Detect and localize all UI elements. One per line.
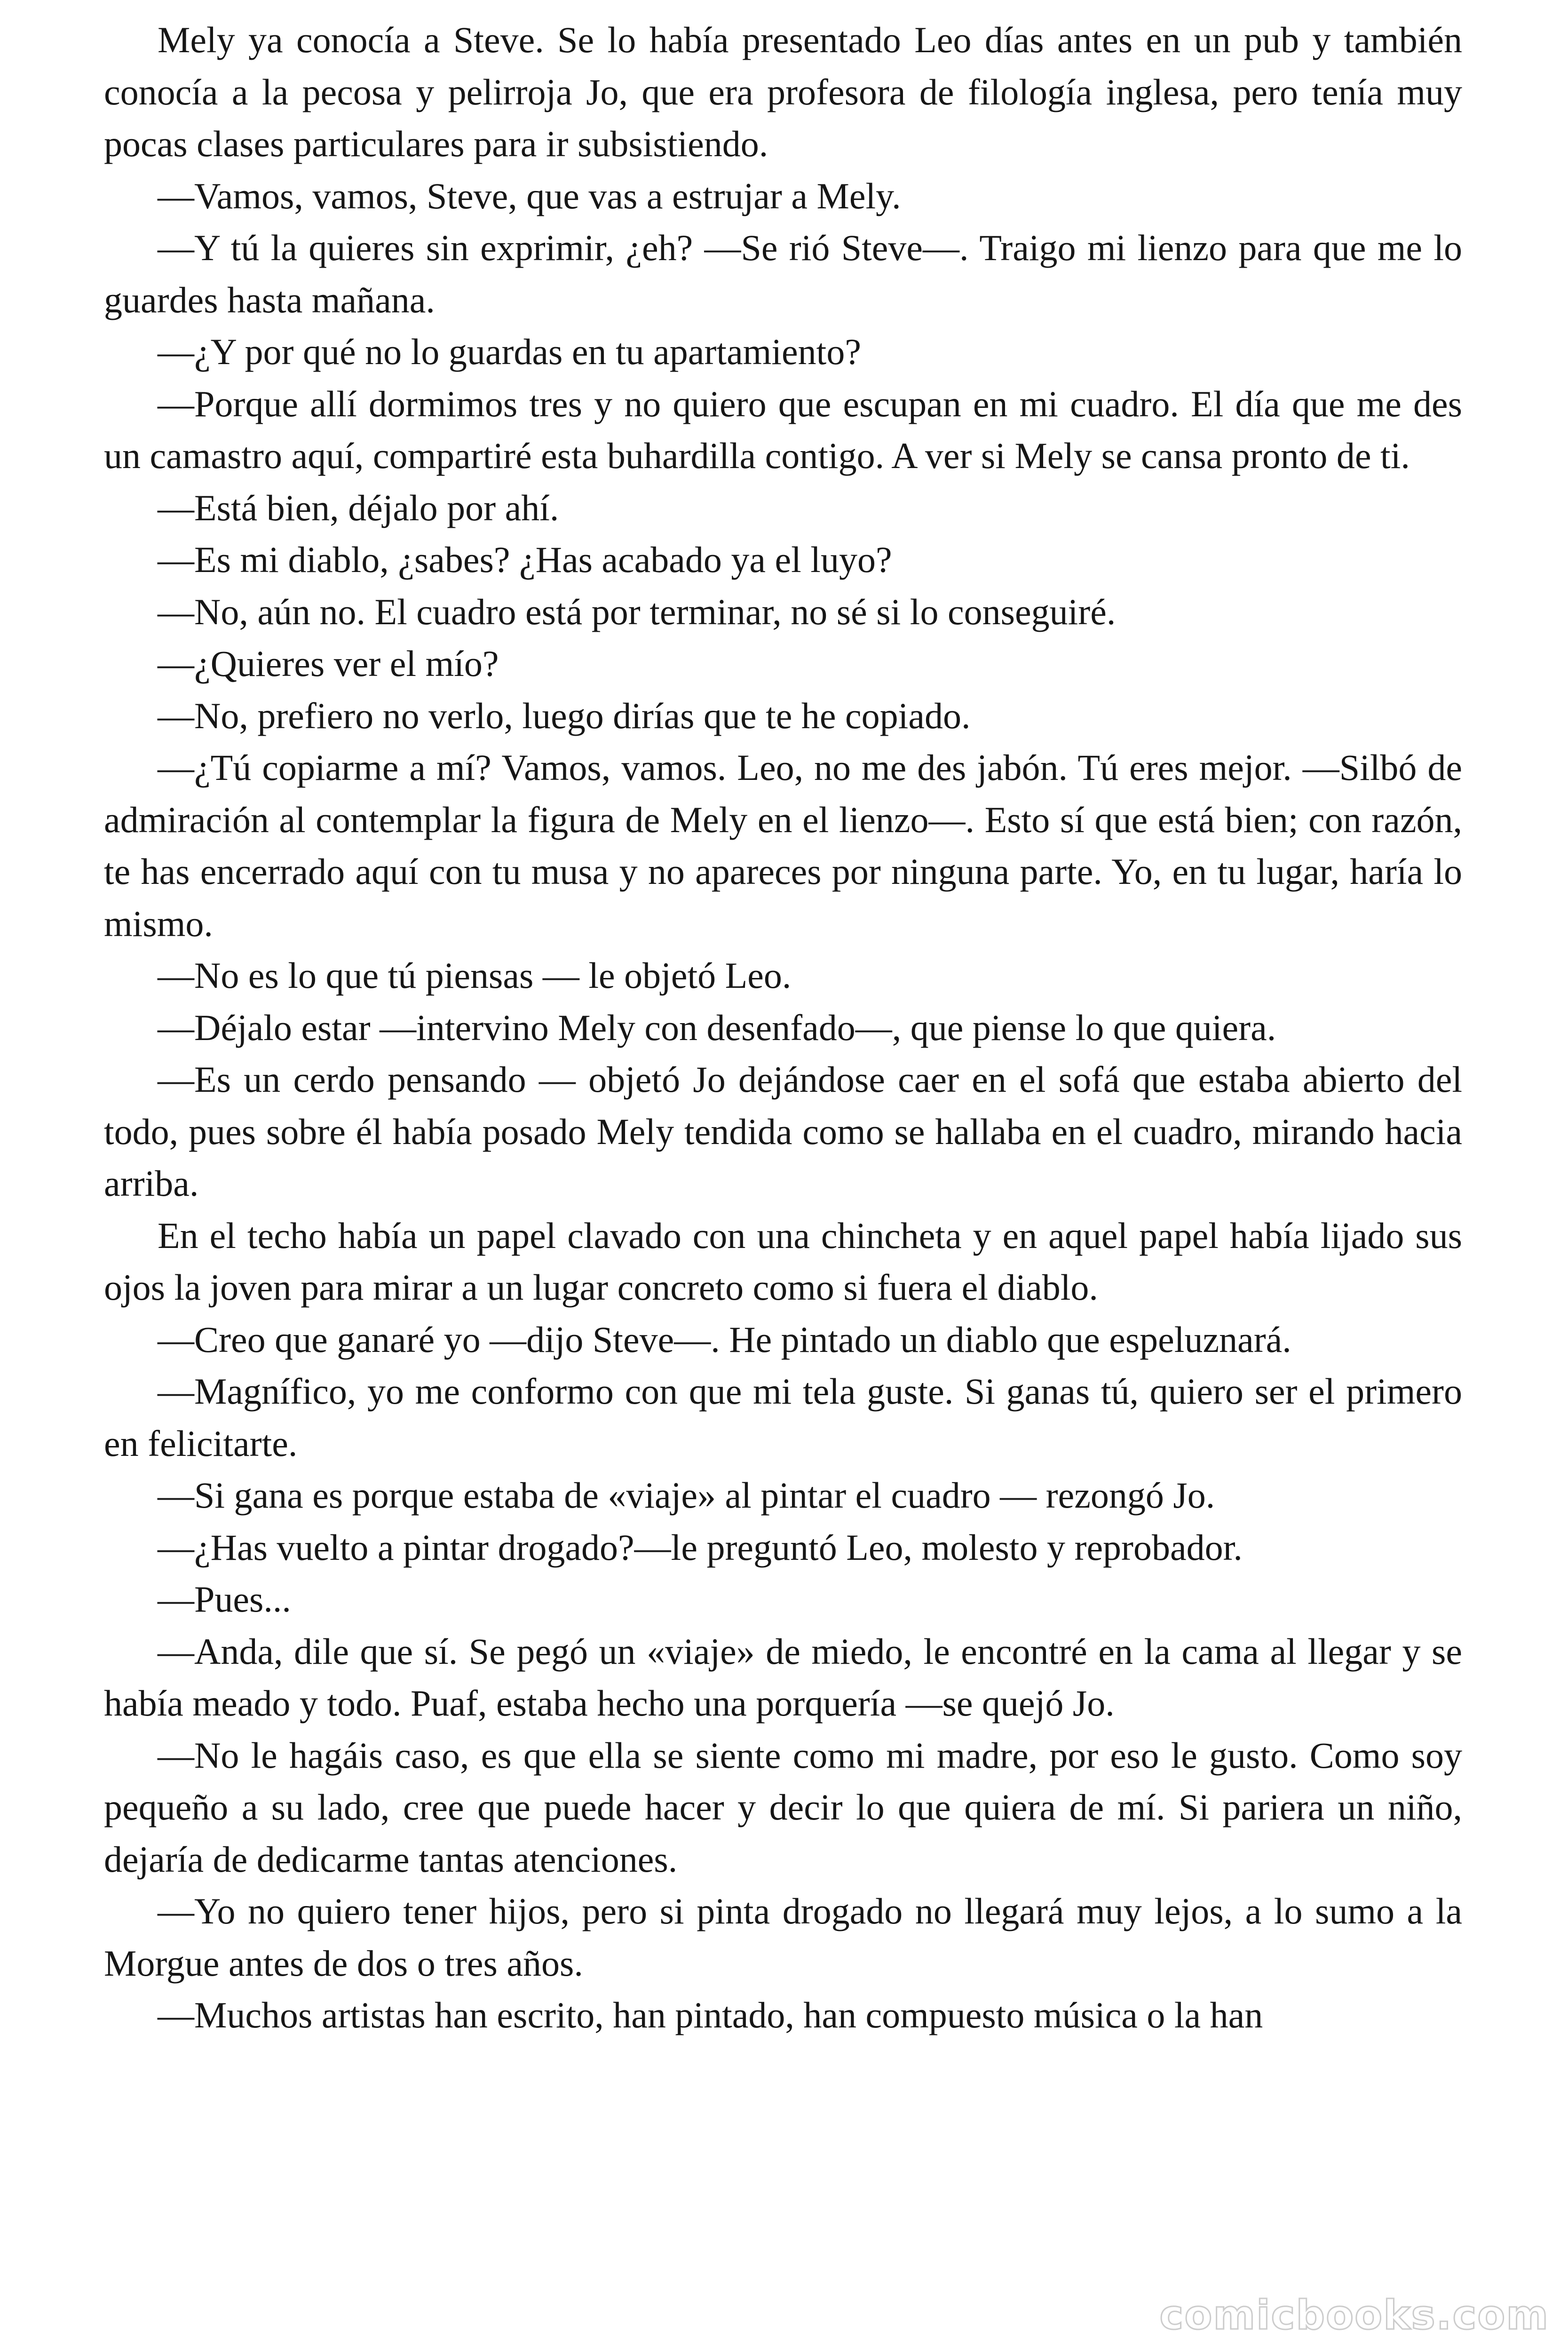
paragraph: —No es lo que tú piensas — le objetó Leo. <box>158 955 792 996</box>
paragraph: —No, aún no. El cuadro está por terminar, no sé si lo conseguiré. <box>158 591 1116 632</box>
paragraph: —Creo que ganaré yo —dijo Steve—. He pintado un diablo que espeluznará. <box>158 1319 1291 1360</box>
paragraph: —Vamos, vamos, Steve, que vas a estrujar a Mely. <box>158 175 901 216</box>
paragraph: —Pues... <box>158 1579 291 1620</box>
paragraph: —No le hagáis caso, es que ella se siente como mi madre, por eso le gusto. Como soy pequeño a su lado, cree que puede hacer y decir lo que quiera de mí. Si pariera un niño, dejaría de dedicarme tantas atenciones. <box>104 1734 1462 1880</box>
paragraph: —¿Has vuelto a pintar drogado?—le preguntó Leo, molesto y reprobador. <box>158 1526 1243 1568</box>
watermark: comicbooks.com <box>1159 2292 1549 2339</box>
paragraph: —Si gana es porque estaba de «viaje» al pintar el cuadro — rezongó Jo. <box>158 1475 1215 1516</box>
paragraph: —No, prefiero no verlo, luego dirías que te he copiado. <box>158 695 971 736</box>
paragraph: —Está bien, déjalo por ahí. <box>158 487 559 528</box>
paragraph: —Porque allí dormimos tres y no quiero que escupan en mi cuadro. El día que me des un camastro aquí, compartiré esta buhardilla contigo. A ver si Mely se cansa pronto de ti. <box>104 383 1462 476</box>
paragraph: —Es mi diablo, ¿sabes? ¿Has acabado ya el luyo? <box>158 539 892 580</box>
paragraph: —Anda, dile que sí. Se pegó un «viaje» de miedo, le encontré en la cama al llegar y se había meado y todo. Puaf, estaba hecho una porquería —se quejó Jo. <box>104 1630 1462 1724</box>
paragraph: —Déjalo estar —intervino Mely con desenfado—, que piense lo que quiera. <box>158 1007 1276 1048</box>
paragraph: —Es un cerdo pensando — objetó Jo dejándose caer en el sofá que estaba abierto del todo, pues sobre él había posado Mely tendida como se hallaba en el cuadro, mirando hacia arriba. <box>104 1059 1462 1204</box>
paragraph: —¿Tú copiarme a mí? Vamos, vamos. Leo, no me des jabón. Tú eres mejor. —Silbó de admiración al contemplar la figura de Mely en el lienzo—. Esto sí que está bien; con razón, te has encerrado aquí con tu musa y no apareces por ninguna parte. Yo, en tu lugar, haría lo mismo. <box>104 747 1462 944</box>
paragraph: En el techo había un papel clavado con una chincheta y en aquel papel había lijado sus ojos la joven para mirar a un lugar concreto como si fuera el diablo. <box>104 1215 1462 1308</box>
paragraph: —¿Y por qué no lo guardas en tu apartamiento? <box>158 331 861 372</box>
paragraph: Mely ya conocía a Steve. Se lo había presentado Leo días antes en un pub y también conocía a la pecosa y pelirroja Jo, que era profesora de filología inglesa, pero tenía muy pocas clases particulares para ir subsistiendo. <box>104 19 1462 164</box>
paragraph: —¿Quieres ver el mío? <box>158 643 499 684</box>
paragraph: —Magnífico, yo me conformo con que mi tela guste. Si ganas tú, quiero ser el primero en felicitarte. <box>104 1371 1462 1464</box>
page-text <box>104 14 1462 2042</box>
paragraph: —Y tú la quieres sin exprimir, ¿eh? —Se rió Steve—. Traigo mi lienzo para que me lo guardes hasta mañana. <box>104 227 1462 320</box>
paragraph: —Yo no quiero tener hijos, pero si pinta drogado no llegará muy lejos, a lo sumo a la Morgue antes de dos o tres años. <box>104 1891 1462 1984</box>
paragraph: —Muchos artistas han escrito, han pintado, han compuesto música o la han <box>158 1994 1263 2035</box>
